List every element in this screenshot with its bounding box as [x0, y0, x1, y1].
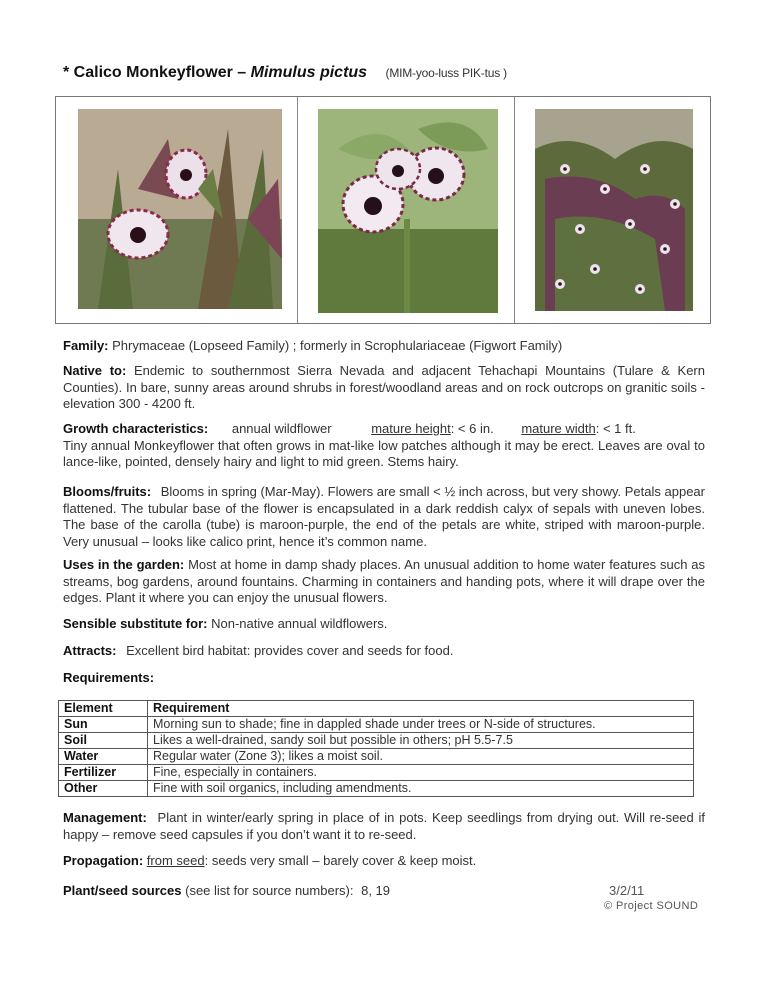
blooms-label: Blooms/fruits:	[63, 484, 152, 499]
substitute-section	[63, 616, 705, 633]
photo-3	[535, 109, 693, 311]
photo-1	[78, 109, 282, 309]
family-section	[63, 338, 705, 355]
uses-text: Most at home in damp shady places. An unusual addition to home water features such as streams, bog gardens, around fountains. Charming in containers and handing pots, where it will drape over the edges. Plant it where you can enjoy the unusual flowers.	[63, 557, 705, 605]
row-element: Soil	[59, 733, 148, 749]
scientific-name: Mimulus pictus	[250, 64, 368, 81]
propagation-method: from seed	[146, 853, 205, 868]
substitute-label: Sensible substitute for:	[63, 616, 208, 631]
sources-note: (see list for source numbers):	[185, 883, 354, 898]
row-requirement: Regular water (Zone 3); likes a moist soil.	[148, 749, 694, 765]
sources-numbers: 8, 19	[361, 883, 391, 898]
family-label: Family:	[63, 338, 109, 353]
blooms-text: Blooms in spring (Mar-May). Flowers are small < ½ inch across, but very showy. Petals appear flattened. The tubular base of the flower is encapsulated in a dark reddish calyx of sepals with uneven lobes. The base of the carolla (tube) is maroon-purple, the end of the petals are white, striped with maroon-purple. Very unusual – looks like calico print, hence it’s common name.	[63, 484, 705, 549]
requirements-label: Requirements:	[63, 670, 155, 685]
management-section	[63, 810, 705, 843]
attracts-label: Attracts:	[63, 643, 117, 658]
growth-label: Growth characteristics:	[63, 421, 209, 436]
mature-height-value: : < 6 in.	[450, 421, 494, 436]
mature-width-label: mature width	[521, 421, 596, 436]
row-requirement: Fine with soil organics, including amendments.	[148, 781, 694, 797]
growth-text: Tiny annual Monkeyflower that often grows in mat-like low patches although it may be erect. Leaves are oval to lance-like, pointed, densely hairy and light to mid green. Stems hairy.	[63, 437, 705, 469]
title-dash: –	[232, 64, 251, 81]
propagation-label: Propagation:	[63, 853, 144, 868]
requirements-table	[58, 700, 694, 797]
row-element: Sun	[59, 717, 148, 733]
native-label: Native to:	[63, 363, 127, 378]
growth-type: annual wildflower	[231, 421, 332, 436]
photo-2	[318, 109, 498, 313]
management-label: Management:	[63, 810, 147, 825]
header-element: Element	[59, 701, 148, 717]
row-requirement: Morning sun to shade; fine in dappled shade under trees or N-side of structures.	[148, 717, 694, 733]
row-element: Water	[59, 749, 148, 765]
table-row	[59, 765, 694, 781]
attracts-text: Excellent bird habitat: provides cover and seeds for food.	[126, 643, 454, 658]
growth-section	[63, 421, 705, 471]
management-text: Plant in winter/early spring in place of in pots. Keep seedlings from drying out. Will re-seed if happy – remove seed capsules if you don’t want it to re-seed.	[63, 810, 705, 842]
table-row	[59, 749, 694, 765]
blooms-section	[63, 484, 705, 550]
propagation-text: : seeds very small – barely cover & keep moist.	[204, 853, 477, 868]
copyright: © Project SOUND	[604, 900, 699, 912]
photo-1-image	[78, 109, 282, 309]
uses-section	[63, 557, 705, 607]
photo-divider	[514, 97, 515, 323]
sources-label: Plant/seed sources	[63, 883, 182, 898]
native-text: Endemic to southernmost Sierra Nevada and adjacent Tehachapi Mountains (Tulare & Kern Counties). In bare, sunny areas around shrubs in forest/woodland areas and on rock outcrops on granitic soils - elevation 300 - 4200 ft.	[63, 363, 705, 411]
pronunciation: (MIM-yoo-luss PIK-tus )	[385, 66, 507, 80]
mature-width-value: : < 1 ft.	[595, 421, 636, 436]
photo-2-image	[318, 109, 498, 313]
table-row	[59, 717, 694, 733]
table-row	[59, 733, 694, 749]
header-requirement: Requirement	[148, 701, 694, 717]
table-row	[59, 781, 694, 797]
native-section	[63, 363, 705, 413]
family-text: Phrymaceae (Lopseed Family) ; formerly in Scrophulariaceae (Figwort Family)	[112, 338, 563, 353]
row-requirement: Fine, especially in containers.	[148, 765, 694, 781]
substitute-text: Non-native annual wildflowers.	[211, 616, 388, 631]
photo-3-image	[535, 109, 693, 311]
photo-strip	[55, 96, 711, 324]
row-element: Fertilizer	[59, 765, 148, 781]
photo-divider	[297, 97, 298, 323]
table-header-row	[59, 701, 694, 717]
row-requirement: Likes a well-drained, sandy soil but possible in others; pH 5.5-7.5	[148, 733, 694, 749]
propagation-section	[63, 853, 705, 870]
sources-section	[63, 883, 390, 898]
uses-label: Uses in the garden:	[63, 557, 185, 572]
common-name: * Calico Monkeyflower	[63, 64, 233, 81]
attracts-section	[63, 643, 705, 660]
requirements-section	[63, 670, 705, 687]
row-element: Other	[59, 781, 148, 797]
date: 3/2/11	[609, 883, 645, 898]
page-title	[63, 64, 507, 82]
mature-height-label: mature height	[371, 421, 451, 436]
